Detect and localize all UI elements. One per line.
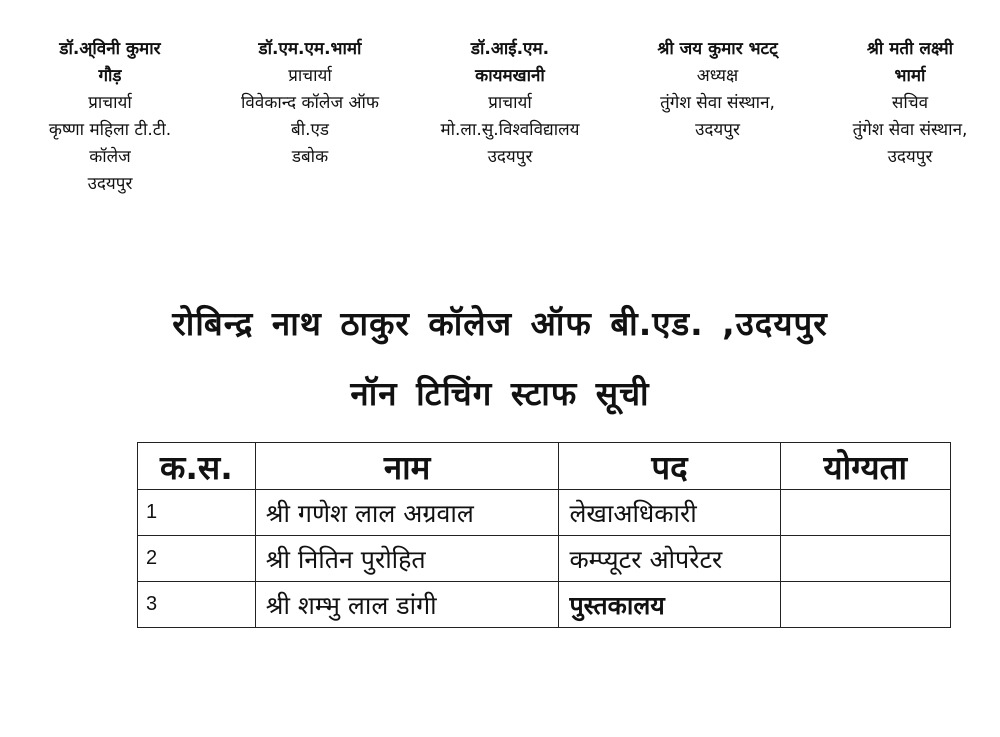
signatory-detail-line: उदयपुर (695, 120, 740, 140)
header-signatories (0, 36, 1000, 206)
cell-serial-number: 2 (138, 536, 256, 582)
cell-qualification (780, 490, 950, 536)
staff-list-title: नॉन टिचिंग स्टाफ सूची (350, 374, 650, 413)
signatory-name-line: डॉ.आई.एम. (470, 39, 550, 59)
table-row (138, 490, 951, 536)
signatory-1 (20, 36, 200, 198)
staff-table (137, 442, 951, 628)
cell-serial-number: 3 (138, 582, 256, 628)
cell-qualification (780, 582, 950, 628)
cell-name: श्री गणेश लाल अग्रवाल (255, 490, 559, 536)
cell-name: श्री नितिन पुरोहित (255, 536, 559, 582)
cell-post: लेखाअधिकारी (559, 490, 780, 536)
cell-serial-number: 1 (138, 490, 256, 536)
signatory-4 (620, 36, 815, 144)
signatory-detail-line: मो.ला.सु.विश्वविद्यालय (440, 120, 580, 140)
table-row (138, 582, 951, 628)
signatory-name-line: डॉ.अ्विनी कुमार (59, 39, 161, 59)
cell-post: कम्प्यूटर ओपरेटर (559, 536, 780, 582)
table-row (138, 536, 951, 582)
header-serial-number: क.स. (138, 443, 256, 490)
signatory-detail-line: सचिव (891, 93, 929, 113)
header-qualification: योग्यता (780, 443, 950, 490)
signatory-detail-line: डबोक (291, 147, 329, 167)
signatory-detail-line: उदयपुर (87, 174, 133, 194)
signatory-name-line: गौड़ (98, 66, 122, 86)
header-post: पद (559, 443, 780, 490)
cell-post: पुस्तकालय (559, 582, 780, 628)
signatory-detail-line: विवेकान्द कॉलेज ऑफ (241, 93, 379, 113)
signatory-detail-line: कृष्णा महिला टी.टी. (48, 120, 172, 140)
table-header-row (138, 443, 951, 490)
cell-name: श्री शम्भु लाल डांगी (255, 582, 559, 628)
signatory-detail-line: तुंगेश सेवा संस्थान, (660, 93, 775, 113)
signatory-5 (825, 36, 995, 171)
signatory-name-line: श्री मती लक्ष्मी (866, 39, 954, 59)
signatory-2 (210, 36, 410, 171)
signatory-detail-line: अध्यक्ष (696, 66, 739, 86)
signatory-name-line: डॉ.एम.एम.भार्मा (258, 39, 362, 59)
signatory-name-line: भार्मा (894, 66, 926, 86)
header-name: नाम (255, 443, 559, 490)
signatory-detail-line: प्राचार्या (288, 66, 332, 86)
signatory-detail-line: प्राचार्या (488, 93, 532, 113)
signatory-name-line: श्री जय कुमार भटट् (657, 39, 778, 59)
college-title: रोबिन्द्र नाथ ठाकुर कॉलेज ऑफ बी.एड. ,उदयपुर (172, 304, 828, 343)
signatory-detail-line: उदयपुर (887, 147, 933, 167)
cell-qualification (780, 536, 950, 582)
signatory-detail-line: प्राचार्या (88, 93, 132, 113)
signatory-3 (415, 36, 605, 171)
signatory-detail-line: उदयपुर (487, 147, 533, 167)
signatory-name-line: कायमखानी (475, 66, 545, 86)
signatory-detail-line: तुंगेश सेवा संस्थान, (852, 120, 968, 140)
signatory-detail-line: बी.एड (290, 120, 329, 140)
signatory-detail-line: कॉलेज (89, 147, 131, 167)
